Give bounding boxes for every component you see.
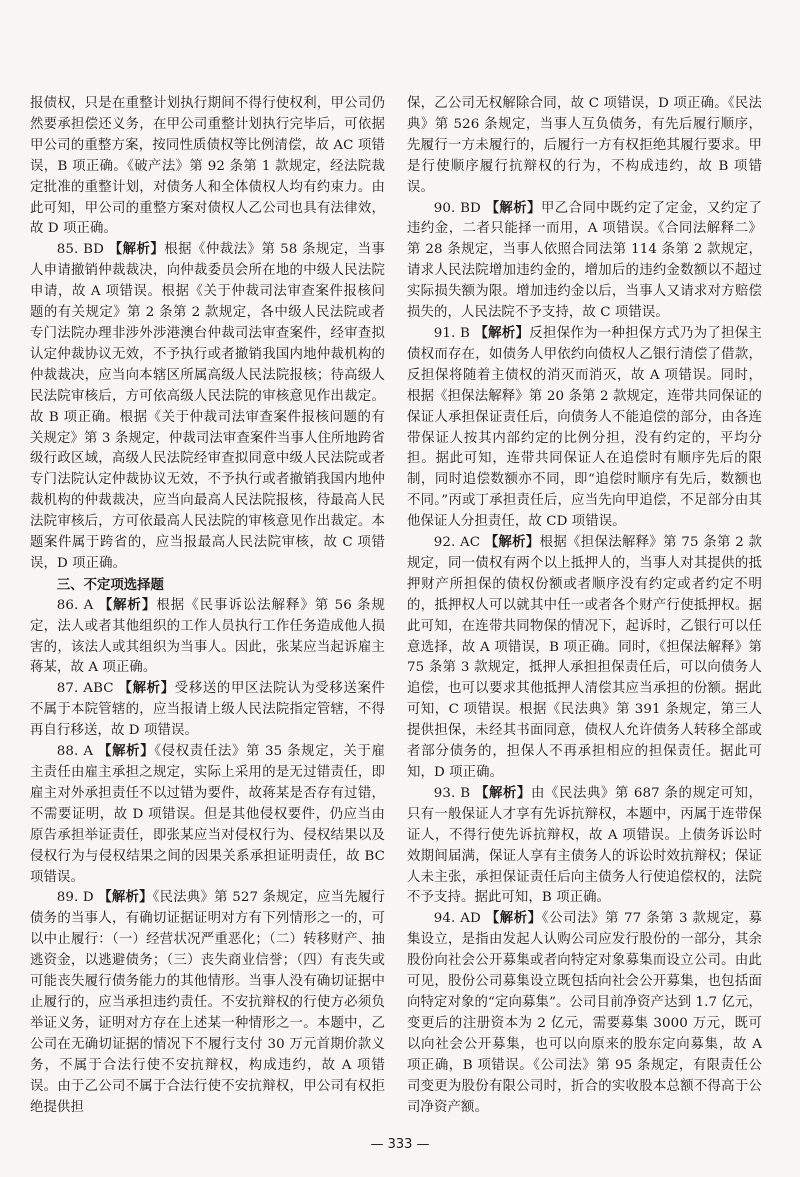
question-number: 94. AD [433, 911, 481, 927]
analysis-tag: 【解析】 [474, 325, 530, 341]
question-number: 90. BD [433, 200, 481, 216]
analysis-tag: 【解析】 [118, 681, 175, 697]
answer-88 [30, 742, 385, 888]
answer-91 [407, 324, 762, 533]
analysis-text: 根据《民事诉讼法解释》第 56 条规定，法人或者其他组织的工作人员执行工作任务造成他人损害的，该法人或其组织为当事人。因此，张某应当起诉雇主蒋某，故 A 项正确。 [30, 597, 386, 676]
analysis-text: 反担保作为一种担保方式乃为了担保主债权而存在，如债务人甲依约向债权人乙银行清偿了借款，反担保将随着主债权的消灭而消灭，故 A 项错误。同时，根据《担保法解释》第 20 条第 2 款规定，连带共同保证的保证人承担保证责任后，向债务人不能追偿的部分，由各连带保证人按其内部约定的比例分担，没有约定的，平均分担。据此可知，连带共同保证人在追偿时有顺序先后的限制，同时追偿数额亦不同，即“追偿时顺序有先后，数额也不同。”丙或丁承担责任后，应当先向甲追偿，不足部分由其他保证人分担责任，故 CD 项错误。 [407, 325, 762, 530]
analysis-text: 由《民法典》第 687 条的规定可知，只有一般保证人才享有先诉抗辩权，本题中，丙属于连带保证人，不得行使先诉抗辩权，故 A 项错误。上债务诉讼时效期间届满，保证人享有主债务人的诉讼时效抗辩权；保证人未主张，承担保证责任后向主债务人行使追偿权的，法院不予支持。据此可知，B 项正确。 [407, 785, 762, 906]
left-column [30, 94, 385, 1118]
analysis-text: 《侵权责任法》第 35 条规定，关于雇主责任由雇主承担之规定，实际上采用的是无过错责任，即雇主对外承担责任不以过错为要件，故蒋某是否存有过错，不需要证明，故 D 项错误。但是其他侵权要件，仍应当由原告承担举证责任，即张某应当对侵权行为、侵权结果以及侵权行为与侵权结果之间的因果关系承担证明责任，故 BC 项错误。 [30, 744, 385, 885]
question-number: 91. B [433, 325, 470, 341]
analysis-text: 受移送的甲区法院认为受移送案件不属于本院管辖的，应当报请上级人民法院指定管辖，不得再自行移送，故 D 项错误。 [30, 681, 385, 739]
answer-90 [407, 199, 762, 324]
question-number: 86. A [56, 597, 94, 613]
analysis-tag: 【解析】 [485, 911, 542, 927]
analysis-tag: 【解析】 [98, 597, 157, 613]
question-number: 88. A [56, 744, 94, 760]
answer-87 [30, 679, 385, 742]
analysis-text: 甲乙合同中既约定了定金，又约定了违约金，二者只能择一而用，A 项错误。《合同法解释二》第 28 条规定，当事人依照合同法第 114 条第 2 款规定，请求人民法院增加违约金的，增加后的违约金数额以不超过实际损失额为限。增加违约金以后，当事人又请求对方赔偿损失的，人民法院不予支持，故 C 项错误。 [407, 200, 763, 321]
answer-89 [30, 888, 385, 1118]
analysis-tag: 【解析】 [475, 785, 532, 801]
answer-86 [30, 596, 385, 680]
question-number: 85. BD [56, 242, 104, 258]
analysis-text: 根据《担保法解释》第 75 条第 2 款规定，同一债权有两个以上抵押人的，当事人对其提供的抵押财产所担保的债权份额或者顺序没有约定或者约定不明的，抵押权人可以就其中任一或者各个财产行使抵押权。据此可知，在连带共同物保的情况下，起诉时，乙银行可以任意选择，故 A 项错误，B 项正确。同时，《担保法解释》第 75 条第 3 款规定，抵押人承担担保责任后，可以向债务人追偿，也可以要求其他抵押人清偿其应当承担的份额。据此可知，C 项错误。根据《民法典》第 391 条规定，第三人提供担保，未经其书面同意，债权人允许债务人转移全部或者部分债务的，担保人不再承担相应的担保责任。据此可知，D 项正确。 [407, 535, 762, 780]
analysis-text: 根据《仲裁法》第 58 条规定，当事人申请撤销仲裁裁决，向仲裁委员会所在地的中级人民法院申请，故 A 项错误。根据《关于仲裁司法审查案件报核问题的有关规定》第 2 条第 2 款规定，各中级人民法院或者专门法院办理非涉外涉港澳台仲裁司法审查案件，经审查拟认定仲裁协议无效，不予执行或者撤销我国内地仲裁机构的仲裁裁决，应当向本辖区所属高级人民法院报核；待高级人民法院审核后，方可依高级人民法院的审核意见作出裁定。故 B 项正确。根据《关于仲裁司法审查案件报核问题的有关规定》第 3 条规定，仲裁司法审查案件当事人住所地跨省级行政区域，高级人民法院经审查拟同意中级人民法院或者专门法院认定仲裁协议无效，不予执行或者撤销我国内地仲裁机构的仲裁裁决，应当向最高人民法院报核，待最高人民法院审核后，方可依最高人民法院的审核意见作出裁定。本题案件属于跨省的，应当报最高人民法院审核，故 C 项错误，D 项正确。 [30, 242, 385, 571]
page-number: — 333 — [370, 1137, 430, 1152]
answer-92 [407, 533, 762, 784]
question-number: 92. AC [433, 535, 481, 551]
analysis-tag: 【解析】 [484, 535, 540, 551]
analysis-text: 《公司法》第 77 条第 3 款规定，募集设立，是指由发起人认购公司应发行股份的一部分，其余股份向社会公开募集或者向特定对象募集而设立公司。由此可见，股份公司募集设立既包括向社会公开募集，也包括面向特定对象的“定向募集”。公司目前净资产达到 1.7 亿元，变更后的注册资本为 2 亿元，需要募集 3000 万元，既可以向社会公开募集，也可以向原来的股东定向募集，故 A 项正确，B 项错误。《公司法》第 95 条规定，有限责任公司变更为股份有限公司时，折合的实收股本总额不得高于公司净资产额。 [407, 911, 762, 1115]
question-number: 93. B [433, 785, 471, 801]
answer-93 [407, 784, 762, 909]
analysis-tag: 【解析】 [98, 744, 155, 760]
right-column [407, 94, 762, 1118]
section-heading: 三、不定项选择题 [56, 576, 164, 593]
analysis-tag: 【解析】 [485, 200, 541, 216]
analysis-tag: 【解析】 [98, 890, 153, 906]
question-number: 89. D [56, 890, 94, 906]
analysis-tag: 【解析】 [108, 242, 165, 258]
question-number: 87. ABC [56, 681, 114, 697]
answer-85 [30, 240, 385, 575]
paragraph-continued: 保，乙公司无权解除合同，故 C 项错误，D 项正确。《民法典》第 526 条规定，当事人互负债务，有先后履行顺序，先履行一方未履行的，后履行一方有权拒绝其履行要求。甲是行使顺序履行抗辩权的行为，不构成违约，故 B 项错误。 [407, 96, 762, 195]
answer-94 [407, 909, 762, 1118]
analysis-text: 《民法典》第 527 条规定，应当先履行债务的当事人，有确切证据证明对方有下列情形之一的，可以中止履行：（一）经营状况严重恶化；（二）转移财产、抽逃资金，以逃避债务；（三）丧失商业信誉；（四）有丧失或可能丧失履行债务能力的其他情形。当事人没有确切证据中止履行的，应当承担违约责任。不安抗辩权的行使方必须负举证义务，证明对方存在上述某一种情形之一。本题中，乙公司在无确切证据的情况下不履行支付 30 万元首期价款义务，不属于合法行使不安抗辩权，构成违约，故 A 项错误。由于乙公司不属于合法行使不安抗辩权，甲公司有权拒绝提供担 [30, 890, 386, 1115]
paragraph-continued: 报债权，只是在重整计划执行期间不得行使权利，甲公司仍然要承担偿还义务，在甲公司重整计划执行完毕后，可依据甲公司的重整方案，按同性质债权等比例清偿，故 AC 项错误，B 项正确。《破产法》第 92 条第 1 款规定，经法院裁定批准的重整计划，对债务人和全体债权人均有约束力。由此可知，甲公司的重整方案对债权人乙公司也具有法律效，故 D 项正确。 [30, 96, 385, 237]
two-column-body [30, 94, 762, 1118]
